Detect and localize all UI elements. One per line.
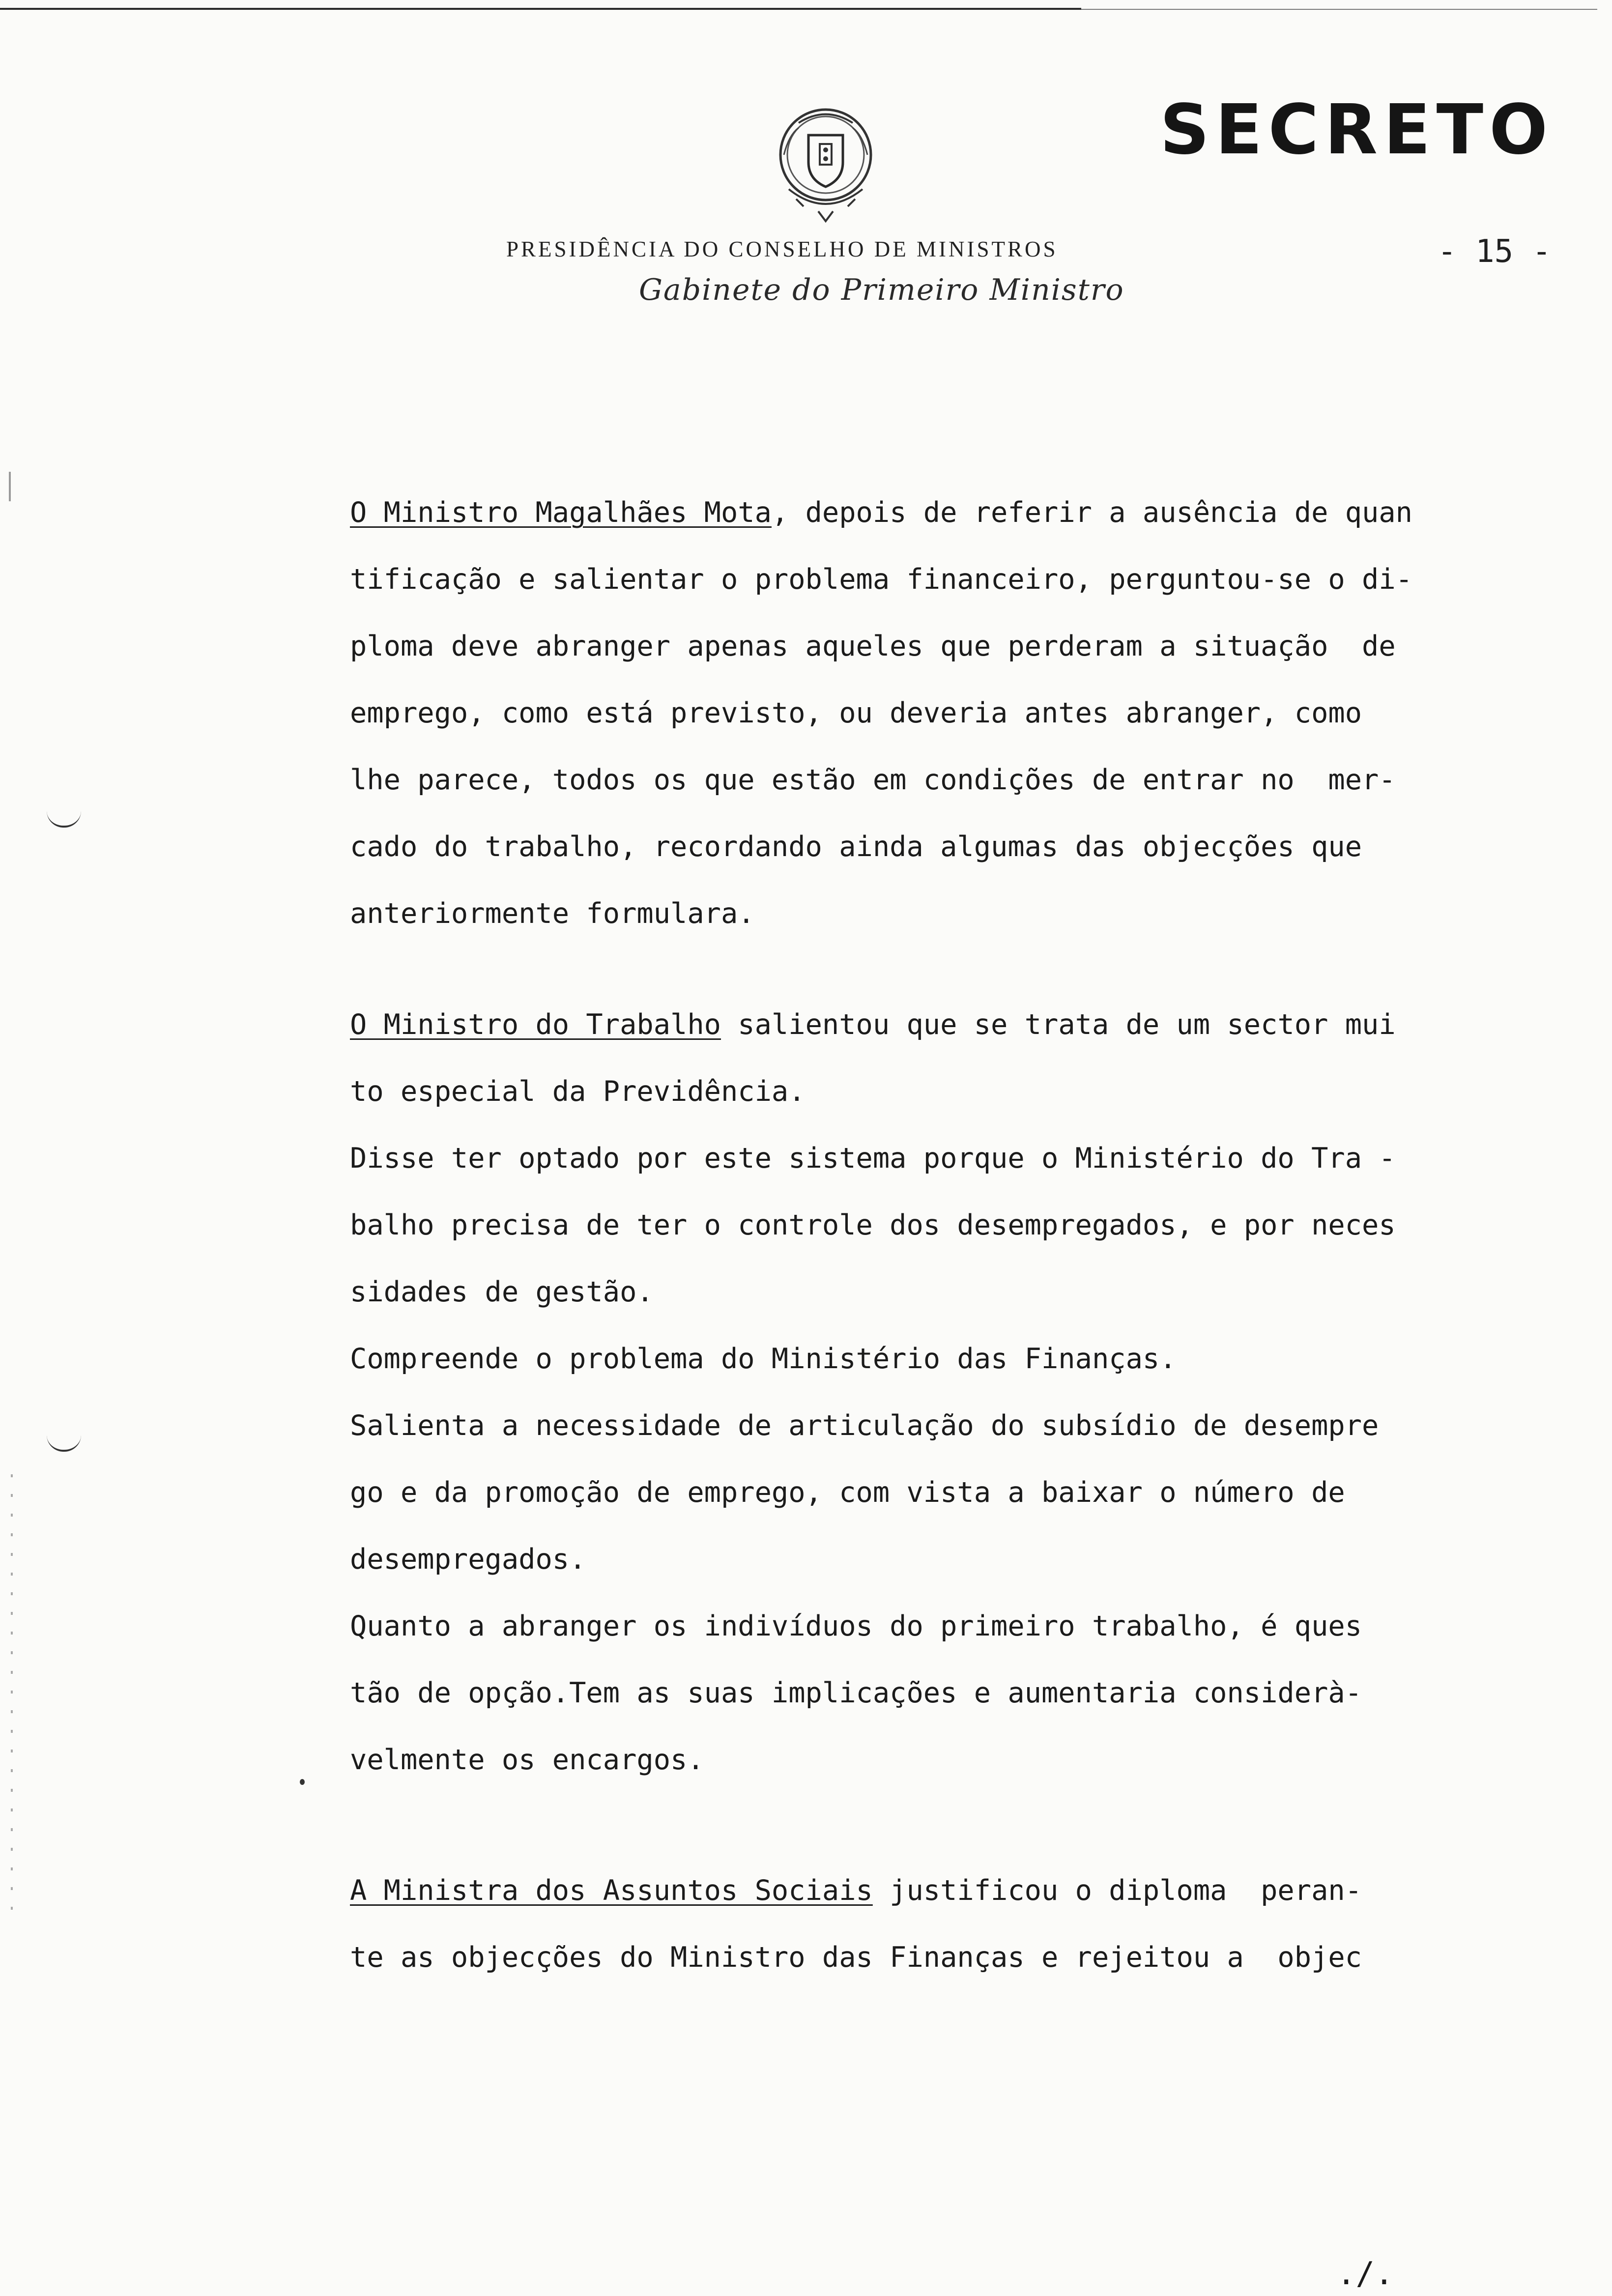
- text-line: Salienta a necessidade de articulação do subsídio de desempre: [350, 1409, 1379, 1442]
- text-line: desempregados.: [350, 1543, 586, 1576]
- paragraph-gap: [350, 1813, 1480, 1877]
- speaker-name: O Ministro do Trabalho: [350, 1008, 721, 1041]
- line-text: , depois de referir a ausência de quan: [771, 496, 1412, 529]
- text-line: Compreende o problema do Ministério das Finanças.: [350, 1343, 1177, 1375]
- text-line: emprego, como está previsto, ou deveria antes abranger, como: [350, 697, 1362, 729]
- text-line: go e da promoção de emprego, com vista a baixar o número de: [350, 1476, 1345, 1509]
- top-edge-rule: [0, 8, 1081, 10]
- cabinet-name: Gabinete do Primeiro Ministro: [639, 273, 1124, 307]
- text-line: [350, 1874, 1480, 1944]
- text-line: anteriormente formulara.: [350, 897, 755, 930]
- line-text: salientou que se trata de um sector mui: [720, 1008, 1396, 1041]
- minutes-body: [350, 496, 1480, 2010]
- text-line: to especial da Previdência.: [350, 1075, 806, 1108]
- paragraph-ministro-trabalho: [350, 1008, 1480, 1813]
- text-line: Disse ter optado por este sistema porque o Ministério do Tra -: [350, 1142, 1396, 1175]
- text-line: lhe parece, todos os que estão em condições de entrar no mer-: [350, 764, 1396, 796]
- text-line: balho precisa de ter o controle dos desempregados, e por neces: [350, 1209, 1396, 1241]
- line-text: justificou o diploma peran-: [872, 1874, 1362, 1907]
- text-line: [350, 1008, 1480, 1078]
- margin-punch-mark: [47, 1435, 81, 1452]
- edge-speckle: [11, 1474, 13, 1917]
- coat-of-arms-seal-icon: [769, 101, 882, 229]
- classification-stamp: SECRETO: [1160, 90, 1554, 170]
- paragraph-magalhaes-mota: [350, 496, 1480, 967]
- paragraph-ministra-assuntos-sociais: [350, 1874, 1480, 2010]
- continuation-mark: ./.: [1337, 2256, 1394, 2292]
- organization-name: PRESIDÊNCIA DO CONSELHO DE MINISTROS: [506, 237, 1058, 261]
- text-line: velmente os encargos.: [350, 1744, 704, 1776]
- paragraph-gap: [350, 967, 1480, 1011]
- text-line: tificação e salientar o problema financeiro, perguntou-se o di-: [350, 563, 1412, 596]
- text-line: sidades de gestão.: [350, 1276, 654, 1308]
- ink-dot: [300, 1779, 305, 1785]
- speaker-name: A Ministra dos Assuntos Sociais: [350, 1874, 873, 1907]
- speaker-name: O Ministro Magalhães Mota: [350, 496, 772, 529]
- top-edge-rule-faint: [1081, 9, 1597, 10]
- text-line: Quanto a abranger os indivíduos do primeiro trabalho, é ques: [350, 1610, 1362, 1642]
- page-number: - 15 -: [1438, 233, 1552, 270]
- text-line: tão de opção.Tem as suas implicações e aumentaria considerà-: [350, 1677, 1362, 1709]
- text-line: cado do trabalho, recordando ainda algumas das objecções que: [350, 831, 1362, 863]
- edge-speckle: [9, 472, 11, 501]
- text-line: [350, 496, 1480, 566]
- margin-punch-mark: [47, 811, 81, 828]
- text-line: te as objecções do Ministro das Finanças e rejeitou a objec: [350, 1941, 1362, 1974]
- text-line: ploma deve abranger apenas aqueles que perderam a situação de: [350, 630, 1396, 662]
